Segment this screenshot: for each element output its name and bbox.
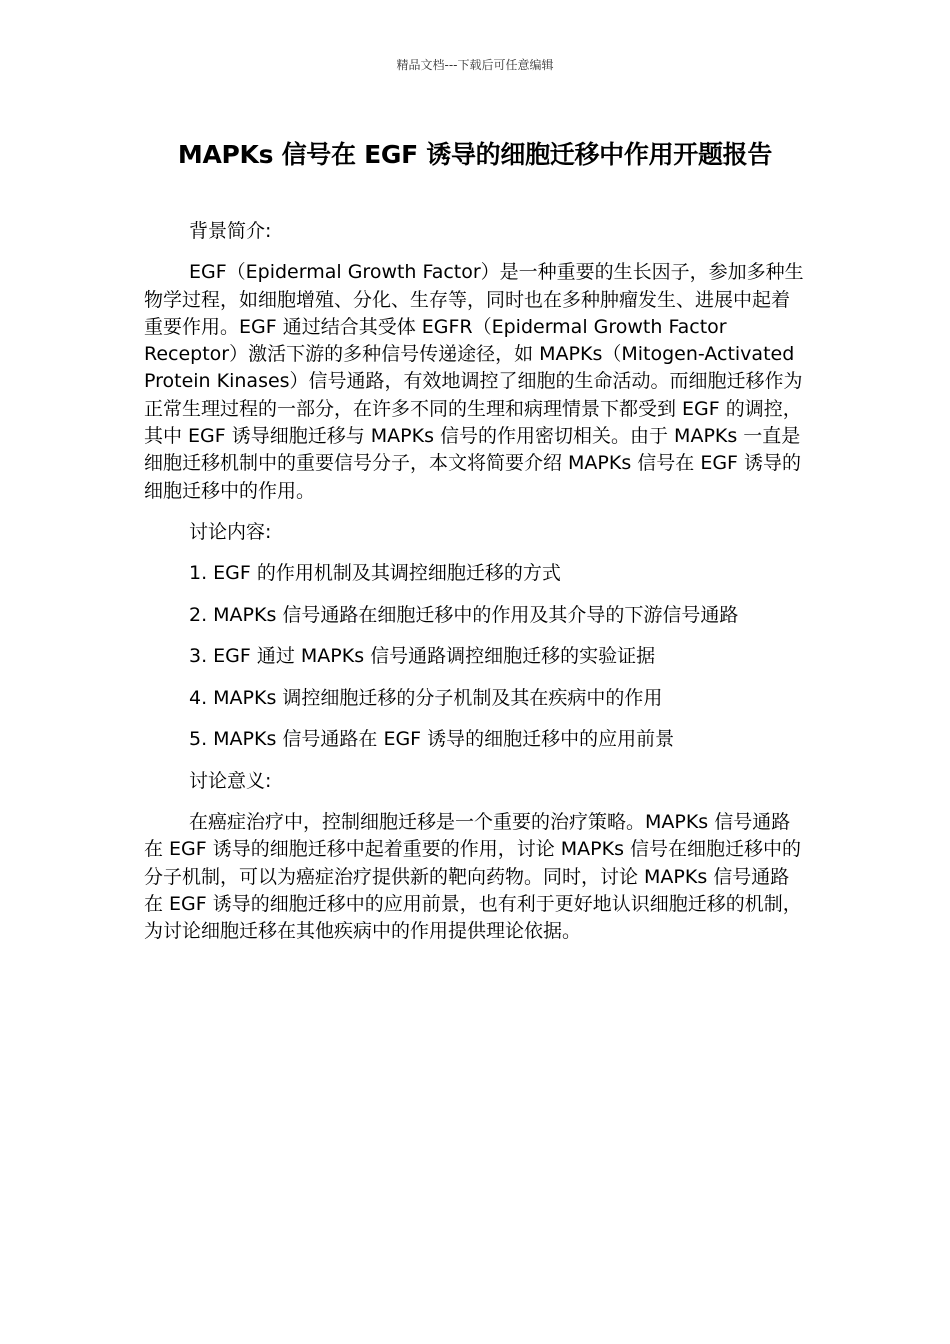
discussion-item: 4. MAPKs 调控细胞迁移的分子机制及其在疾病中的作用 xyxy=(189,686,663,709)
header-note: 精品文档---下载后可任意编辑 xyxy=(396,58,554,72)
significance-heading: 讨论意义: xyxy=(189,769,272,792)
significance-paragraph: 在癌症治疗中，控制细胞迁移是一个重要的治疗策略。MAPKs 信号通路在 EGF 诱导的细胞迁移中起着重要的作用，讨论 MAPKs 信号在细胞迁移中的分子机制，可以为癌症治疗提供新的靶向药物。同时，讨论 MAPKs 信号通路在 EGF 诱导的细胞迁移中的应用前景，也有利于更好地认识细胞迁移的机制，为讨论细胞迁移在其他疾病中的作用提供理论依据。 xyxy=(144,810,802,943)
document-title: MAPKs 信号在 EGF 诱导的细胞迁移中作用开题报告 xyxy=(177,140,773,169)
discussion-item: 5. MAPKs 信号通路在 EGF 诱导的细胞迁移中的应用前景 xyxy=(189,728,675,751)
discussion-item: 3. EGF 通过 MAPKs 信号通路调控细胞迁移的实验证据 xyxy=(189,645,656,668)
background-paragraph: EGF（Epidermal Growth Factor）是一种重要的生长因子，参加多种生物学过程，如细胞增殖、分化、生存等，同时也在多种肿瘤发生、进展中起着重要作用。EGF 通过结合其受体 EGFR（Epidermal Growth Factor Receptor）激活下游的多种信号传递途径，如 MAPKs（Mitogen-Activated Protein Kinases）信号通路，有效地调控了细胞的生命活动。而细胞迁移作为正常生理过程的一部分，在许多不同的生理和病理情景下都受到 EGF 的调控，其中 EGF 诱导细胞迁移与 MAPKs 信号的作用密切相关。由于 MAPKs 一直是细胞迁移机制中的重要信号分子，本文将简要介绍 MAPKs 信号在 EGF 诱导的细胞迁移中的作用。 xyxy=(144,261,804,502)
document-body xyxy=(144,218,808,959)
discussion-item: 2. MAPKs 信号通路在细胞迁移中的作用及其介导的下游信号通路 xyxy=(189,603,739,626)
background-heading: 背景简介: xyxy=(189,220,272,242)
discussion-item: 1. EGF 的作用机制及其调控细胞迁移的方式 xyxy=(189,562,561,585)
discussion-heading: 讨论内容: xyxy=(189,520,272,543)
